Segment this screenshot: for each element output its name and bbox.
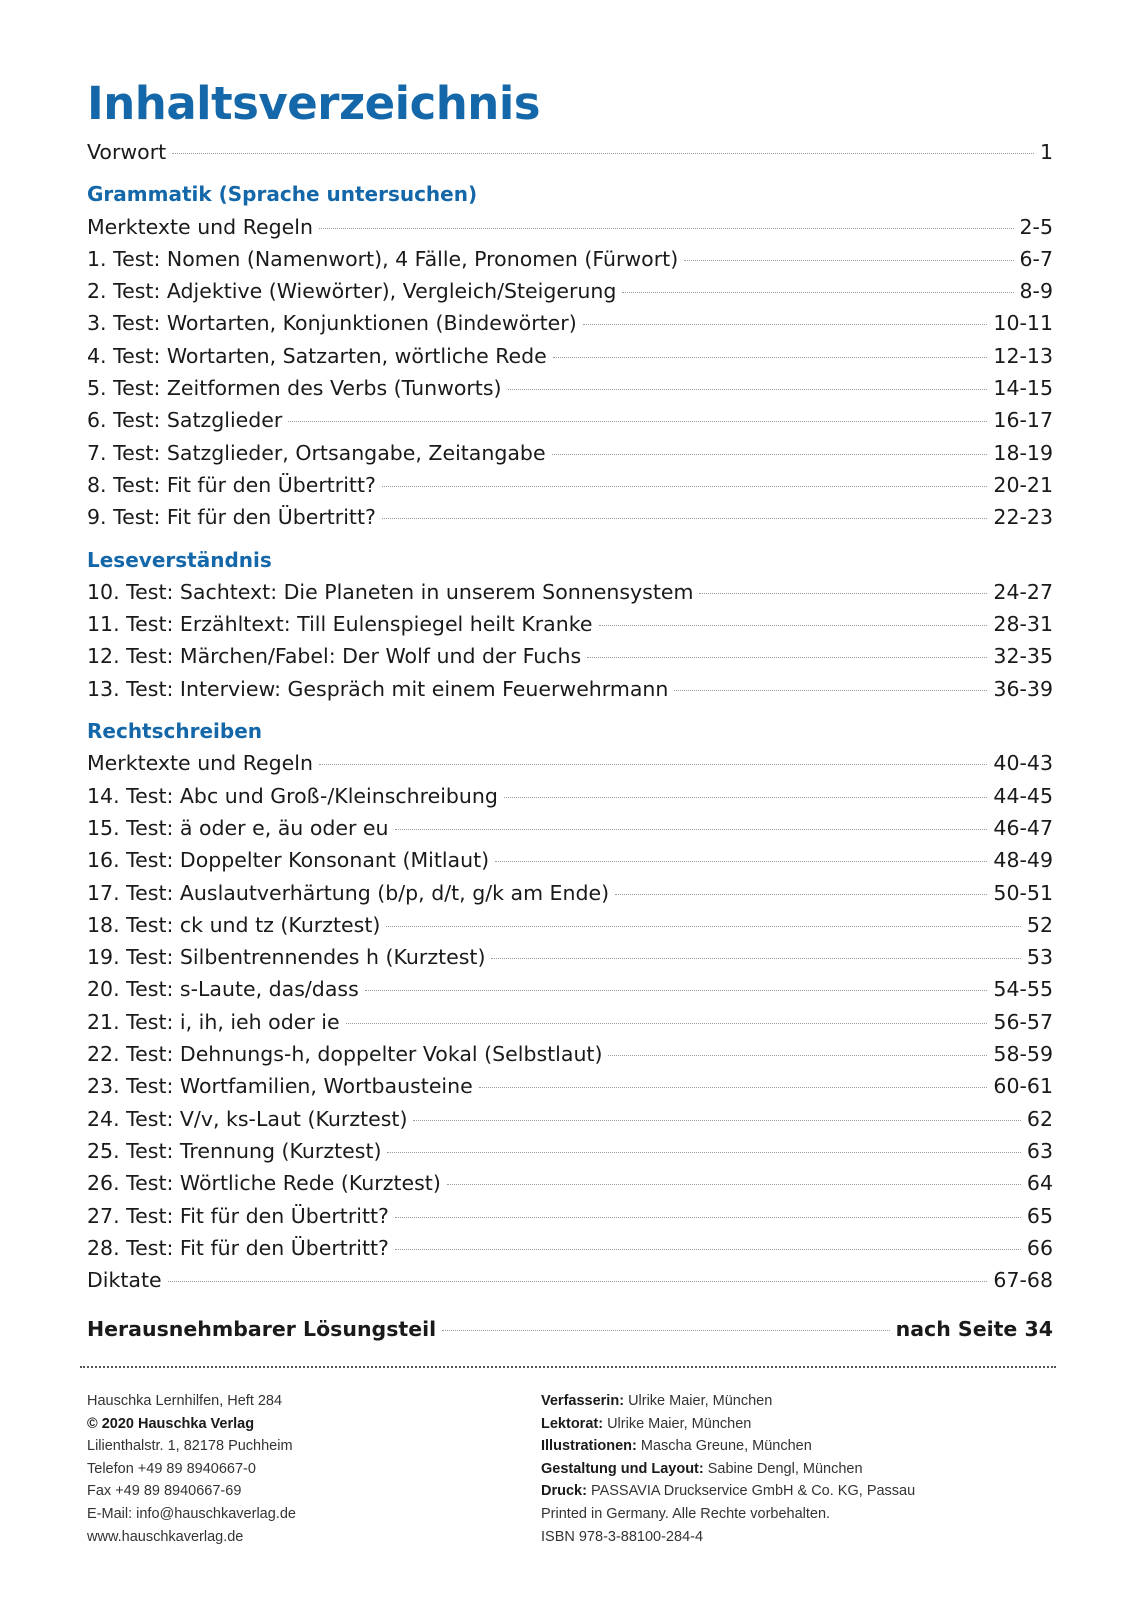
dot-leader: [553, 357, 988, 358]
toc-entry-page: 56-57: [993, 1009, 1053, 1034]
toc-entry-page: 48-49: [993, 848, 1053, 873]
dot-leader: [684, 260, 1013, 261]
toc-entry: [87, 1167, 1053, 1199]
dot-leader: [319, 228, 1014, 229]
dot-leader: [346, 1023, 988, 1024]
dot-leader: [395, 829, 988, 830]
toc-entry: [87, 1070, 1053, 1102]
toc-entry-page: 64: [1026, 1171, 1053, 1196]
toc-entry: [87, 469, 1053, 501]
toc-entry-page: 36-39: [993, 676, 1053, 701]
dot-leader: [387, 1152, 1020, 1153]
toc-entry-label: 26. Test: Wörtliche Rede (Kurztest): [87, 1171, 441, 1196]
dot-leader: [413, 1120, 1020, 1121]
imprint-line: [87, 1458, 296, 1481]
imprint-text: Fax +49 89 8940667-69: [87, 1483, 242, 1500]
toc-entry: [87, 437, 1053, 469]
dot-leader: [319, 764, 987, 765]
dot-leader: [583, 324, 988, 325]
toc-entry-label: 18. Test: ck und tz (Kurztest): [87, 912, 381, 937]
dot-leader: [365, 990, 988, 991]
imprint-line: [87, 1390, 296, 1413]
dot-leader: [382, 486, 988, 487]
toc-entry-page: 58-59: [993, 1042, 1053, 1067]
toc-entry-label: 20. Test: s-Laute, das/dass: [87, 977, 359, 1002]
dot-leader: [447, 1184, 1021, 1185]
toc-entry: [87, 1232, 1053, 1264]
toc-entry: [87, 243, 1053, 275]
toc-entry-label: 19. Test: Silbentrennendes h (Kurztest): [87, 945, 486, 970]
toc-entry-page: 24-27: [993, 579, 1053, 604]
toc-entry: [87, 211, 1053, 243]
toc-entry-page: nach Seite 34: [895, 1317, 1053, 1342]
toc-entry-label: 1. Test: Nomen (Namenwort), 4 Fälle, Pronomen (Fürwort): [87, 246, 679, 271]
toc-entry: [87, 877, 1053, 909]
footer-divider: [80, 1366, 1056, 1368]
imprint-line: [87, 1526, 296, 1549]
toc-entry-label: 9. Test: Fit für den Übertritt?: [87, 505, 376, 530]
imprint-text: www.hauschkaverlag.de: [87, 1528, 244, 1545]
toc-entry-label: Herausnehmbarer Lösungsteil: [87, 1317, 437, 1342]
dot-leader: [504, 797, 987, 798]
dot-leader: [622, 292, 1013, 293]
toc-entry-label: 24. Test: V/v, ks-Laut (Kurztest): [87, 1106, 408, 1131]
toc-entry-label: 21. Test: i, ih, ieh oder ie: [87, 1009, 340, 1034]
imprint-text: Telefon +49 89 8940667-0: [87, 1460, 256, 1477]
toc-entry-page: 1: [1039, 140, 1053, 164]
toc-entry-page: 6-7: [1019, 246, 1053, 271]
toc-entry-page: 65: [1026, 1203, 1053, 1228]
dot-leader: [674, 690, 987, 691]
toc-entry: [87, 307, 1053, 339]
imprint-value: Sabine Dengl, München: [707, 1460, 863, 1477]
dot-leader: [615, 894, 987, 895]
toc-entry: [87, 844, 1053, 876]
imprint-value: ISBN 978-3-88100-284-4: [541, 1528, 704, 1545]
dot-leader: [552, 454, 988, 455]
toc-entry: [87, 501, 1053, 533]
toc-entry-page: 63: [1026, 1138, 1053, 1163]
imprint-publisher: [87, 1390, 296, 1548]
toc-entry-label: 22. Test: Dehnungs-h, doppelter Vokal (Selbstlaut): [87, 1042, 603, 1067]
toc-entry-label: 25. Test: Trennung (Kurztest): [87, 1138, 382, 1163]
imprint-text: Lilienthalstr. 1, 82178 Puchheim: [87, 1438, 293, 1455]
toc-entry: [87, 973, 1053, 1005]
section-heading: Rechtschreiben: [87, 719, 263, 744]
toc-entry: [87, 909, 1053, 941]
toc-entry-label: 3. Test: Wortarten, Konjunktionen (Bindewörter): [87, 311, 577, 336]
toc-entry-label: 7. Test: Satzglieder, Ortsangabe, Zeitangabe: [87, 440, 546, 465]
imprint-text: © 2020 Hauschka Verlag: [87, 1415, 255, 1432]
toc-entry: [87, 404, 1053, 436]
toc-entry-label: 4. Test: Wortarten, Satzarten, wörtliche Rede: [87, 343, 547, 368]
toc-entry-page: 12-13: [993, 343, 1053, 368]
dot-leader: [172, 153, 1034, 154]
toc-entry-page: 53: [1026, 945, 1053, 970]
toc-entry: [87, 372, 1053, 404]
toc-entry-label: Vorwort: [87, 140, 167, 164]
toc-entry: [87, 747, 1053, 779]
toc-entry-page: 18-19: [993, 440, 1053, 465]
imprint-value: Printed in Germany. Alle Rechte vorbehalten.: [541, 1505, 831, 1522]
toc-entry: [87, 812, 1053, 844]
toc-entry: [87, 1264, 1053, 1296]
toc-entry: [87, 1135, 1053, 1167]
imprint-key: Verfasserin:: [541, 1393, 625, 1409]
toc-entry: [87, 1038, 1053, 1070]
toc-entry-page: 46-47: [993, 815, 1053, 840]
toc-entry-page: 66: [1026, 1235, 1053, 1260]
imprint-text: Hauschka Lernhilfen, Heft 284: [87, 1393, 283, 1409]
dot-leader: [382, 518, 988, 519]
toc-entry-label: 10. Test: Sachtext: Die Planeten in unserem Sonnensystem: [87, 579, 694, 604]
toc-entry-label: 8. Test: Fit für den Übertritt?: [87, 472, 376, 497]
toc-entry-label: 11. Test: Erzähltext: Till Eulenspiegel heilt Kranke: [87, 612, 593, 637]
imprint-line: [541, 1435, 915, 1458]
toc-entry-label: 13. Test: Interview: Gespräch mit einem Feuerwehrmann: [87, 676, 669, 701]
toc-entry: [87, 673, 1053, 705]
dot-leader: [599, 625, 988, 626]
toc-entry-label: 14. Test: Abc und Groß-/Kleinschreibung: [87, 783, 498, 808]
toc-entry: [87, 608, 1053, 640]
toc-entry-page: 32-35: [993, 644, 1053, 669]
imprint-value: PASSAVIA Druckservice GmbH & Co. KG, Passau: [590, 1483, 916, 1500]
toc-entry-label: 6. Test: Satzglieder: [87, 408, 283, 433]
toc-entry-page: 52: [1026, 912, 1053, 937]
toc-page: [87, 72, 1053, 1346]
imprint-line: [87, 1435, 296, 1458]
toc-entry-page: 10-11: [993, 311, 1053, 336]
toc-entry-page: 50-51: [993, 880, 1053, 905]
toc-entry: [87, 941, 1053, 973]
section-heading: Grammatik (Sprache untersuchen): [87, 182, 478, 207]
imprint-key: Druck:: [541, 1483, 587, 1500]
toc-entry-page: 54-55: [993, 977, 1053, 1002]
toc-entry: [87, 780, 1053, 812]
toc-entry-page: 40-43: [993, 751, 1053, 776]
imprint-line: [87, 1480, 296, 1503]
imprint-value: Ulrike Maier, München: [607, 1415, 752, 1432]
imprint-key: Gestaltung und Layout:: [541, 1460, 704, 1477]
toc-entry-label: Diktate: [87, 1268, 162, 1293]
toc-entry-label: 23. Test: Wortfamilien, Wortbausteine: [87, 1074, 473, 1099]
dot-leader: [608, 1055, 987, 1056]
toc-entry-label: 27. Test: Fit für den Übertritt?: [87, 1203, 389, 1228]
toc-entry-page: 62: [1026, 1106, 1053, 1131]
dot-leader: [288, 421, 987, 422]
toc-entry: [87, 1006, 1053, 1038]
imprint-key: Illustrationen:: [541, 1438, 637, 1455]
toc-entry-solutions: [87, 1313, 1053, 1345]
dot-leader: [442, 1330, 889, 1331]
toc-entry-label: 16. Test: Doppelter Konsonant (Mitlaut): [87, 848, 490, 873]
dot-leader: [395, 1217, 1021, 1218]
section-heading: Leseverständnis: [87, 547, 272, 572]
imprint-text: E-Mail: info@hauschkaverlag.de: [87, 1505, 296, 1522]
dot-leader: [491, 958, 1020, 959]
imprint-value: Mascha Greune, München: [640, 1438, 812, 1455]
toc-entry-page: 2-5: [1019, 214, 1053, 239]
imprint-line: [87, 1503, 296, 1526]
imprint-line: [541, 1458, 915, 1481]
toc-entry-label: 17. Test: Auslautverhärtung (b/p, d/t, g/k am Ende): [87, 880, 610, 905]
dot-leader: [386, 926, 1021, 927]
dot-leader: [699, 593, 987, 594]
imprint-line: [87, 1413, 296, 1436]
toc-entry-page: 20-21: [993, 472, 1053, 497]
imprint-line: [541, 1480, 915, 1503]
imprint-credits: [541, 1390, 915, 1548]
dot-leader: [587, 657, 987, 658]
imprint-line: [541, 1526, 915, 1549]
toc-entry-label: 5. Test: Zeitformen des Verbs (Tunworts): [87, 376, 502, 401]
imprint-value: Ulrike Maier, München: [628, 1393, 773, 1409]
toc-entry-page: 67-68: [993, 1268, 1053, 1293]
toc-entry-page: 16-17: [993, 408, 1053, 433]
imprint-line: [541, 1503, 915, 1526]
dot-leader: [479, 1087, 988, 1088]
dot-leader: [395, 1249, 1021, 1250]
imprint-line: [541, 1413, 915, 1436]
toc-entry-label: 15. Test: ä oder e, äu oder eu: [87, 815, 389, 840]
toc-entry-label: 2. Test: Adjektive (Wiewörter), Vergleich/Steigerung: [87, 279, 617, 304]
toc-entry-label: Merktexte und Regeln: [87, 214, 313, 239]
toc-entry-page: 28-31: [993, 612, 1053, 637]
dot-leader: [508, 389, 988, 390]
toc-entry-page: 60-61: [993, 1074, 1053, 1099]
toc-sections: [87, 178, 1053, 1296]
toc-entry: [87, 640, 1053, 672]
toc-entry: [87, 1103, 1053, 1135]
page-title: Inhaltsverzeichnis: [87, 77, 541, 130]
toc-entry: [87, 340, 1053, 372]
toc-entry-page: 8-9: [1019, 279, 1053, 304]
imprint-line: [541, 1390, 915, 1413]
toc-entry-page: 44-45: [993, 783, 1053, 808]
toc-entry: [87, 576, 1053, 608]
toc-entry: [87, 1200, 1053, 1232]
toc-entry-page: 22-23: [993, 505, 1053, 530]
toc-entry-vorwort: [87, 136, 1053, 168]
toc-entry-label: 12. Test: Märchen/Fabel: Der Wolf und der Fuchs: [87, 644, 582, 669]
toc-entry-label: Merktexte und Regeln: [87, 751, 313, 776]
toc-entry-page: 14-15: [993, 376, 1053, 401]
toc-entry-label: 28. Test: Fit für den Übertritt?: [87, 1235, 389, 1260]
imprint-key: Lektorat:: [541, 1415, 604, 1432]
dot-leader: [168, 1281, 988, 1282]
toc-entry: [87, 275, 1053, 307]
dot-leader: [495, 861, 987, 862]
